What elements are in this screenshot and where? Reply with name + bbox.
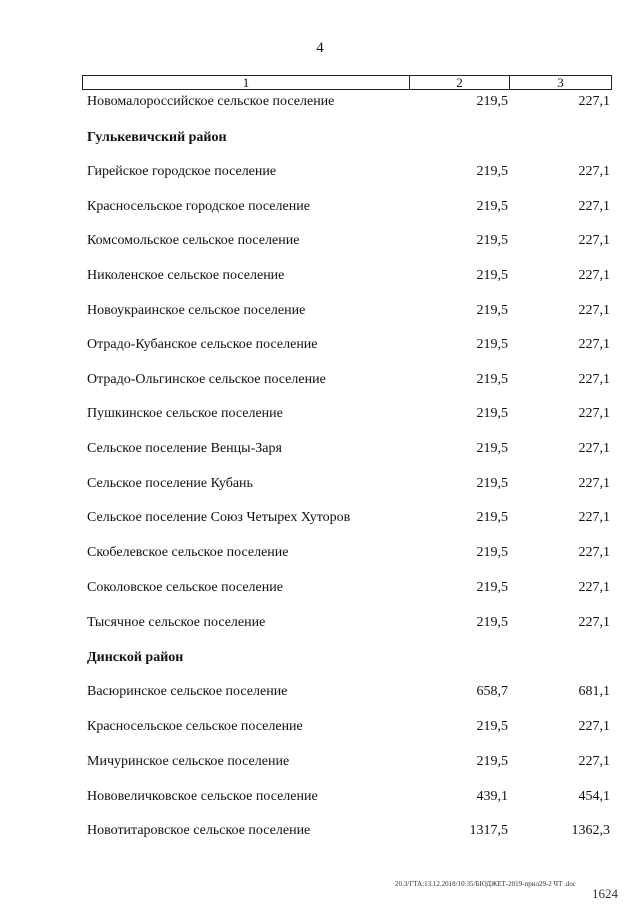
value-col-2: 1317,5 (469, 823, 508, 838)
district-heading-row (87, 648, 610, 668)
page-number: 4 (316, 40, 324, 56)
settlement-name: Новомалороссийское сельское поселение (87, 94, 335, 109)
value-col-2: 219,5 (476, 615, 508, 630)
value-col-3: 227,1 (578, 337, 610, 352)
settlement-name: Васюринское сельское поселение (87, 684, 288, 699)
value-col-3: 227,1 (578, 233, 610, 248)
value-col-3: 227,1 (578, 615, 610, 630)
table-row (87, 752, 610, 772)
document-code: 20.3/ГТА:13.12.2018/10:35/БЮДЖЕТ-2019-прил29-2 ЧТ .doc (395, 880, 576, 888)
table-row (87, 197, 610, 217)
value-col-2: 219,5 (476, 441, 508, 456)
value-col-2: 219,5 (476, 303, 508, 318)
settlement-name: Сельское поселение Венцы-Заря (87, 441, 282, 456)
table-row (87, 613, 610, 633)
settlement-name: Тысячное сельское поселение (87, 615, 266, 630)
value-col-3: 227,1 (578, 268, 610, 283)
value-col-2: 219,5 (476, 337, 508, 352)
table-row (87, 335, 610, 355)
value-col-2: 219,5 (476, 719, 508, 734)
district-heading-row (87, 128, 610, 148)
value-col-3: 227,1 (578, 476, 610, 491)
settlement-name: Николенское сельское поселение (87, 268, 285, 283)
value-col-2: 219,5 (476, 94, 508, 109)
value-col-3: 227,1 (578, 545, 610, 560)
value-col-2: 219,5 (476, 754, 508, 769)
table-row (87, 717, 610, 737)
table-row (87, 404, 610, 424)
settlement-name: Отрадо-Кубанское сельское поселение (87, 337, 318, 352)
value-col-3: 227,1 (578, 94, 610, 109)
table-row (87, 231, 610, 251)
value-col-2: 219,5 (476, 268, 508, 283)
value-col-3: 227,1 (578, 372, 610, 387)
table-row (87, 474, 610, 494)
table-row (87, 370, 610, 390)
value-col-3: 227,1 (578, 406, 610, 421)
handwritten-page-mark: 1624 (592, 886, 618, 901)
settlement-name: Новотитаровское сельское поселение (87, 823, 311, 838)
value-col-3: 681,1 (578, 684, 610, 699)
table-row (87, 787, 610, 807)
table-row (87, 543, 610, 563)
settlement-name: Пушкинское сельское поселение (87, 406, 283, 421)
district-name: Динской район (87, 650, 184, 665)
value-col-2: 219,5 (476, 372, 508, 387)
value-col-2: 219,5 (476, 580, 508, 595)
value-col-2: 219,5 (476, 199, 508, 214)
table-row (87, 266, 610, 286)
value-col-2: 219,5 (476, 164, 508, 179)
value-col-3: 227,1 (578, 199, 610, 214)
value-col-3: 227,1 (578, 510, 610, 525)
value-col-3: 227,1 (578, 303, 610, 318)
value-col-2: 219,5 (476, 406, 508, 421)
settlement-name: Мичуринское сельское поселение (87, 754, 290, 769)
settlement-name: Скобелевское сельское поселение (87, 545, 289, 560)
table-row (87, 682, 610, 702)
table-row (87, 162, 610, 182)
header-col-3: 3 (557, 75, 564, 90)
settlement-name: Сельское поселение Союз Четырех Хуторов (87, 510, 351, 525)
settlement-name: Сельское поселение Кубань (87, 476, 253, 491)
table-row (87, 508, 610, 528)
settlement-name: Соколовское сельское поселение (87, 580, 283, 595)
value-col-2: 219,5 (476, 476, 508, 491)
settlement-name: Отрадо-Ольгинское сельское поселение (87, 372, 326, 387)
settlement-name: Нововеличковское сельское поселение (87, 789, 318, 804)
value-col-3: 227,1 (578, 441, 610, 456)
value-col-3: 454,1 (578, 789, 610, 804)
value-col-3: 227,1 (578, 164, 610, 179)
value-col-2: 219,5 (476, 545, 508, 560)
value-col-3: 227,1 (578, 580, 610, 595)
value-col-3: 227,1 (578, 754, 610, 769)
district-name: Гулькевичский район (87, 130, 227, 145)
value-col-2: 658,7 (476, 684, 508, 699)
header-col-2: 2 (410, 76, 510, 89)
table-row (87, 439, 610, 459)
table-row (87, 578, 610, 598)
header-col-1: 1 (83, 76, 410, 89)
value-col-2: 219,5 (476, 510, 508, 525)
settlement-name: Комсомольское сельское поселение (87, 233, 300, 248)
settlement-name: Новоукраинское сельское поселение (87, 303, 306, 318)
value-col-3: 227,1 (578, 719, 610, 734)
value-col-2: 439,1 (476, 789, 508, 804)
table-row (87, 821, 610, 841)
settlement-name: Гирейское городское поселение (87, 164, 277, 179)
value-col-2: 219,5 (476, 233, 508, 248)
settlement-name: Красносельское сельское поселение (87, 719, 303, 734)
value-col-3: 1362,3 (571, 823, 610, 838)
settlement-name: Красносельское городское поселение (87, 199, 310, 214)
table-row (87, 301, 610, 321)
table-row (87, 92, 610, 112)
